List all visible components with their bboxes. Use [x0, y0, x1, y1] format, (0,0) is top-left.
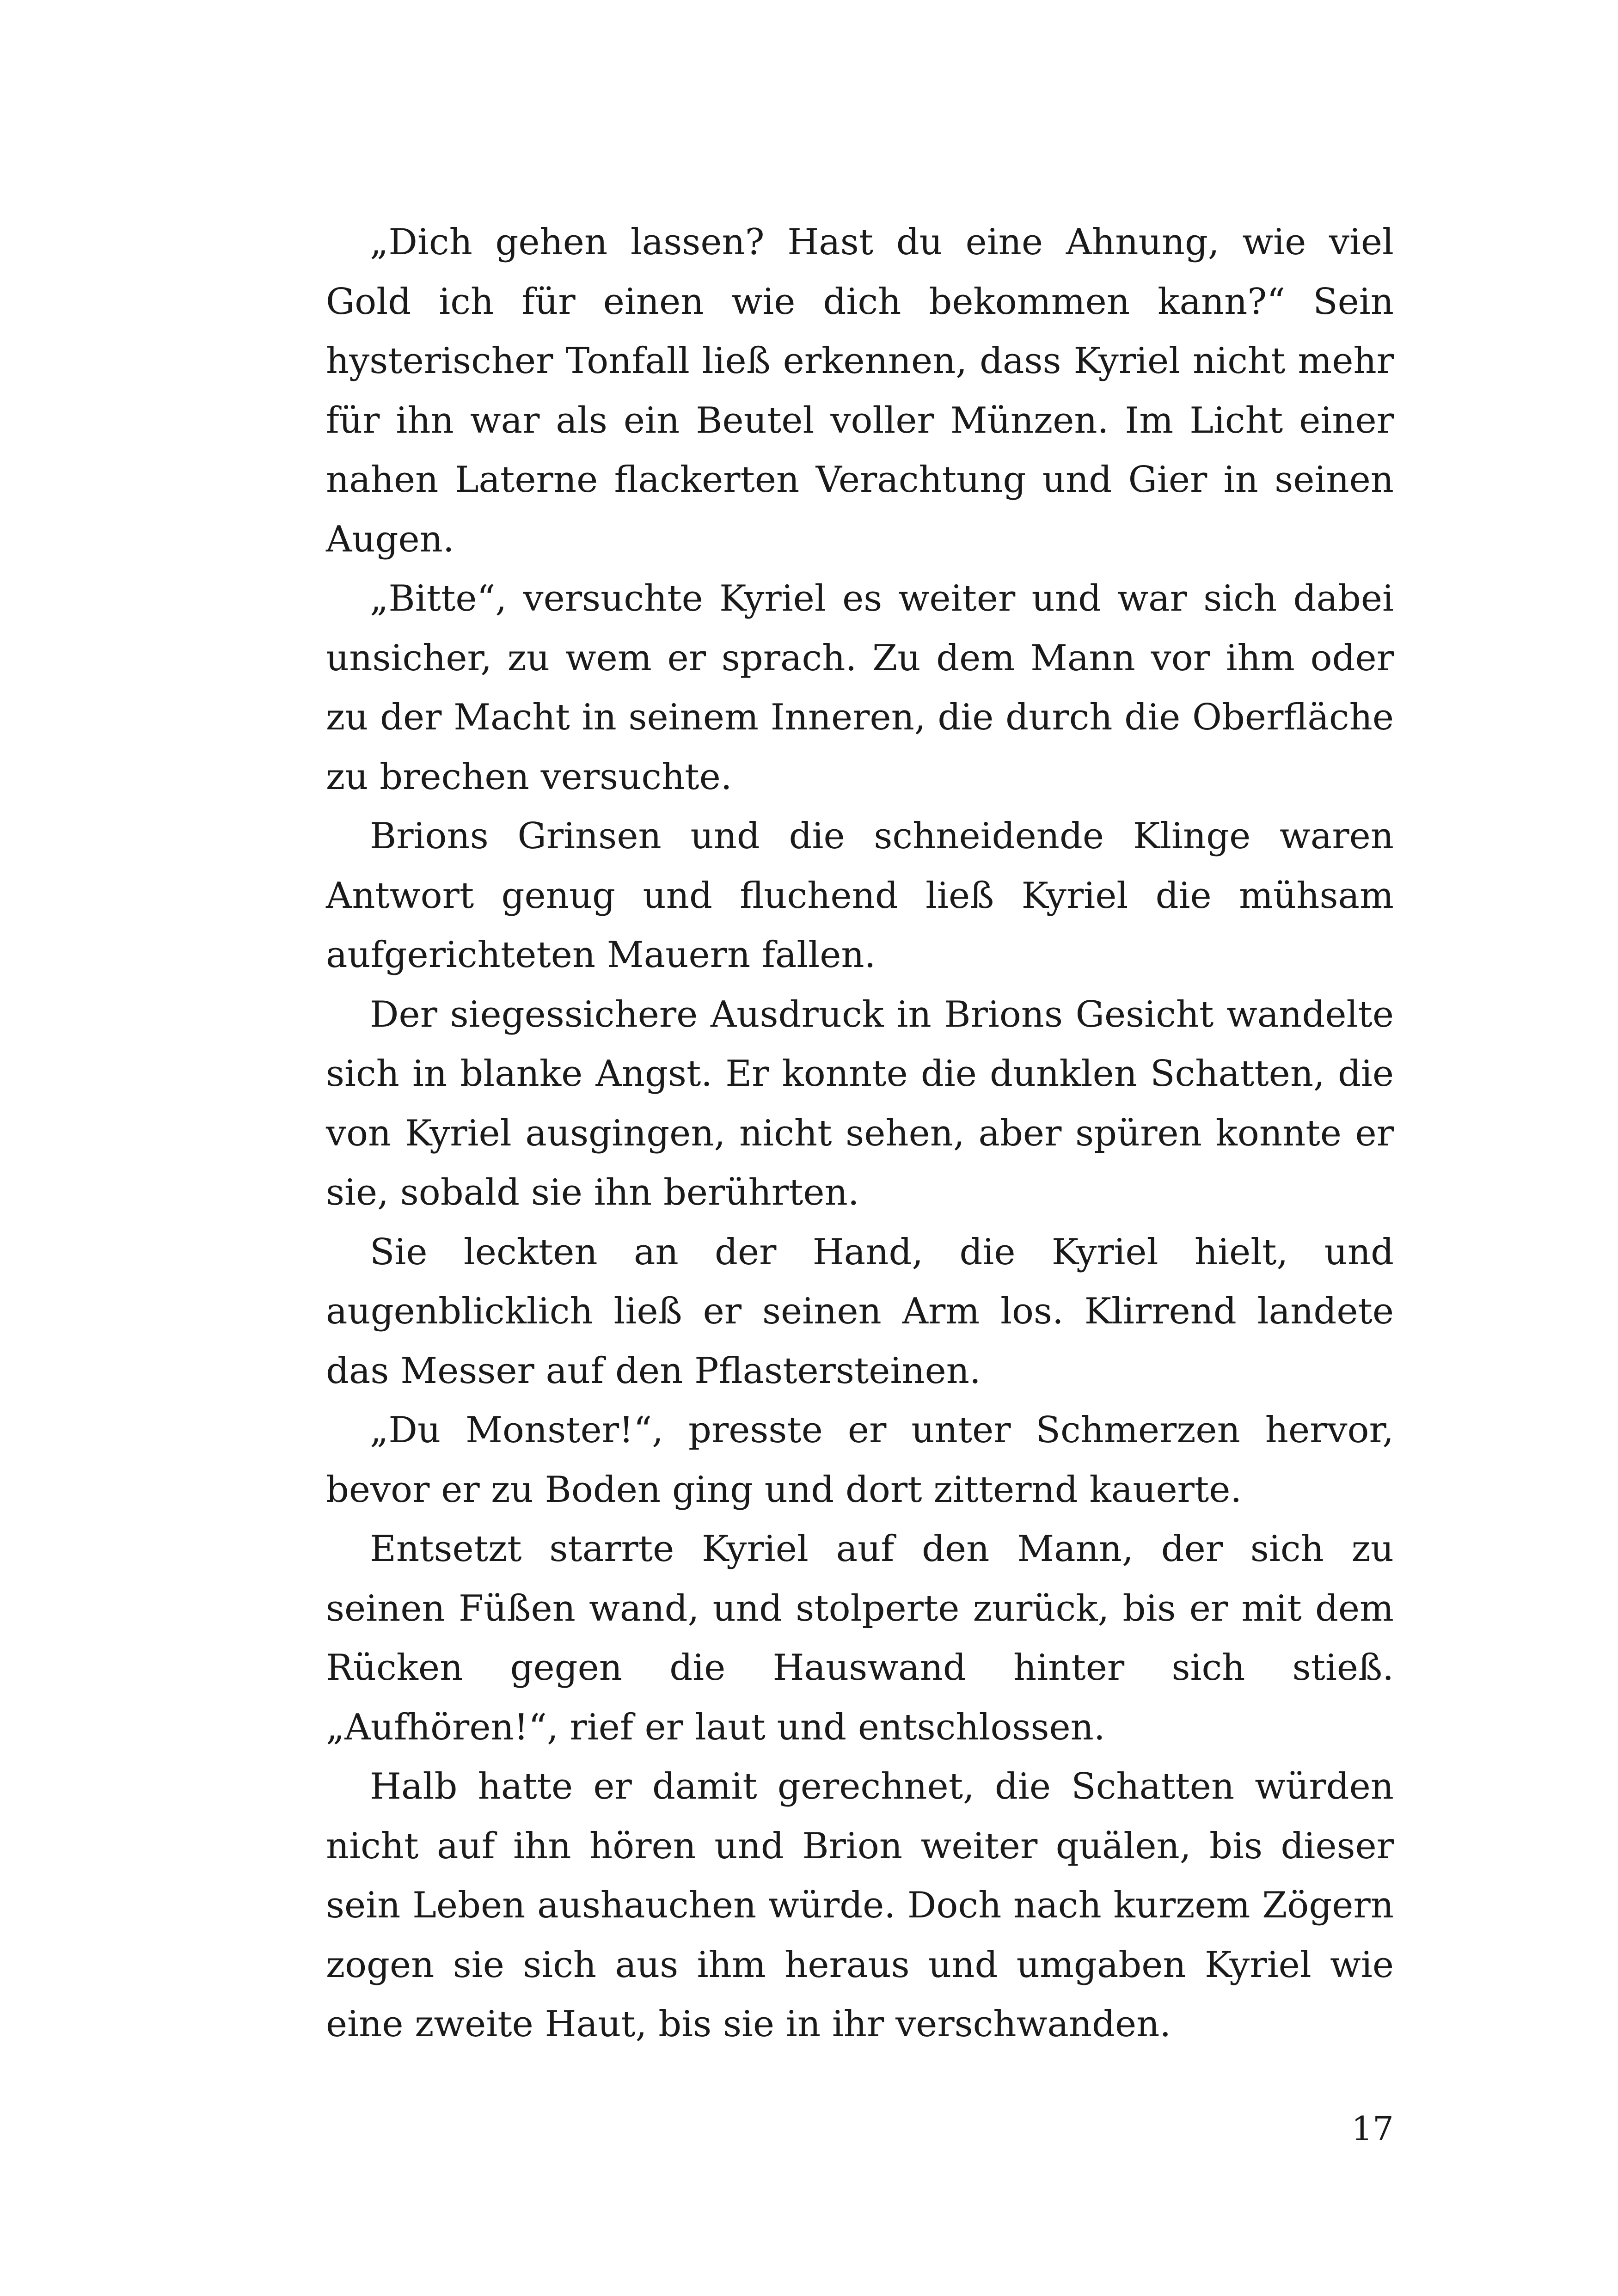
paragraph-8: Halb hatte er damit gerechnet, die Schatten würden nicht auf ihn hören und Brion weiter quälen, bis dieser sein Leben aushauchen würde. Doch nach kurzem Zögern zogen sie sich aus ihm heraus und umgaben Kyriel wie eine zweite Haut, bis sie in ihr verschwanden. — [326, 1766, 1394, 2045]
paragraph-5: Sie leckten an der Hand, die Kyriel hielt, und augenblicklich ließ er seinen Arm los. Klirrend landete das Messer auf den Pflastersteinen. — [326, 1231, 1394, 1392]
paragraph-7: Entsetzt starrte Kyriel auf den Mann, der sich zu seinen Füßen wand, und stolperte zurück, bis er mit dem Rücken gegen die Hauswand hinter sich stieß. „Aufhören!“, rief er laut und entschlossen. — [326, 1528, 1394, 1748]
page-number: 17 — [1351, 2109, 1394, 2148]
paragraph-3: Brions Grinsen und die schneidende Klinge waren Antwort genug und fluchend ließ Kyriel die mühsam aufgerichteten Mauern fallen. — [326, 815, 1394, 976]
paragraph-6: „Du Monster!“, presste er unter Schmerzen hervor, bevor er zu Boden ging und dort zitternd kauerte. — [326, 1409, 1394, 1511]
paragraph-1: „Dich gehen lassen? Hast du eine Ahnung, wie viel Gold ich für einen wie dich bekommen kann?“ Sein hysterischer Tonfall ließ erkennen, dass Kyriel nicht mehr für ihn war als ein Beutel voller Münzen. Im Licht einer nahen Laterne flackerten Verachtung und Gier in seinen Augen. — [326, 221, 1394, 560]
paragraph-2: „Bitte“, versuchte Kyriel es weiter und war sich dabei unsicher, zu wem er sprach. Zu dem Mann vor ihm oder zu der Macht in seinem Inneren, die durch die Oberfläche zu brechen versuchte. — [326, 578, 1394, 798]
paragraph-4: Der siegessichere Ausdruck in Brions Gesicht wandelte sich in blanke Angst. Er konnte die dunklen Schatten, die von Kyriel ausgingen, nicht sehen, aber spüren konnte er sie, sobald sie ihn berührten. — [326, 993, 1394, 1213]
body-text — [326, 213, 1394, 2054]
